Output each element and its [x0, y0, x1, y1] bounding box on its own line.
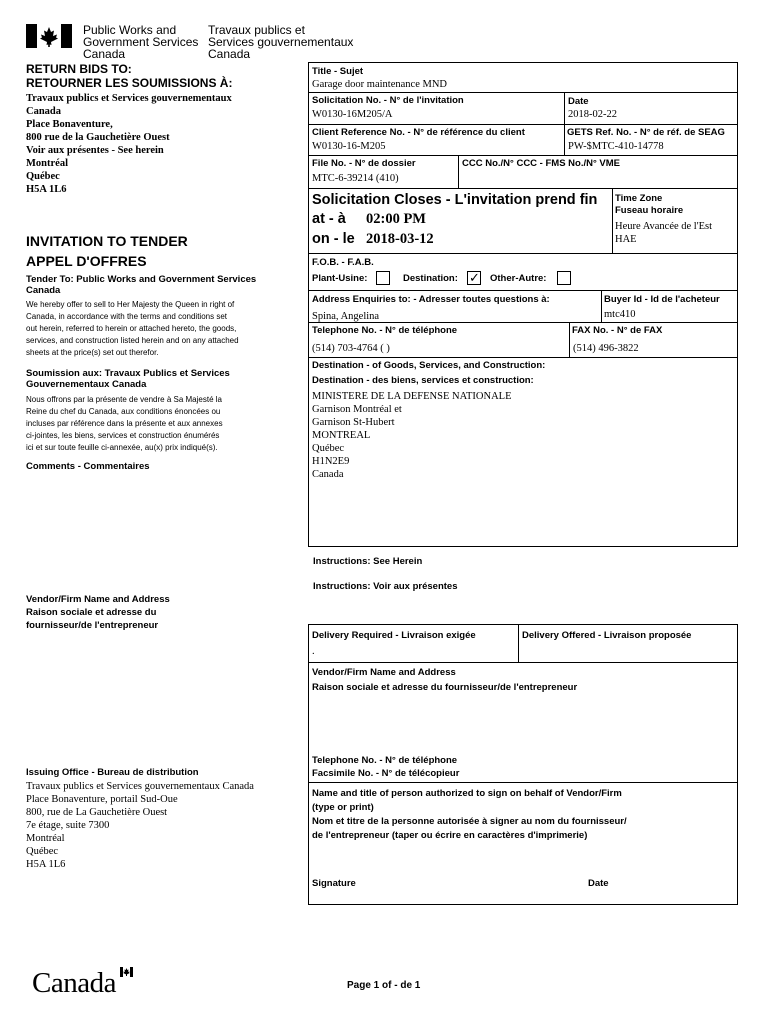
- row-divider: [308, 322, 601, 323]
- issuing-office-line: 800, rue de La Gauchetière Ouest: [26, 807, 168, 818]
- plant-usine-checkbox[interactable]: [376, 271, 390, 285]
- address-line: Québec: [26, 171, 60, 182]
- address-line: Canada: [26, 106, 62, 117]
- vendor-firm-field[interactable]: [309, 695, 737, 751]
- return-bids-title: [26, 62, 232, 90]
- address-line: Montréal: [26, 158, 68, 169]
- destination-checkbox[interactable]: [467, 271, 481, 285]
- instructions-fr: Instructions: Voir aux présentes: [313, 581, 458, 592]
- paragraph-line: Nous offrons par la présente de vendre à Sa Majesté la: [26, 395, 222, 404]
- at-label: at - à: [312, 211, 346, 227]
- address-enquiries-value: Spina, Angelina: [312, 311, 380, 322]
- solicitation-number-value: W0130-16M205/A: [312, 109, 393, 120]
- wordmark-flag-icon: [120, 967, 133, 977]
- destination-label: Destination:: [403, 273, 458, 284]
- tender-to: [26, 274, 256, 296]
- paragraph-line: out herein, referred to herein or attached hereto, the goods,: [26, 324, 237, 333]
- address-line: Place Bonaventure,: [26, 119, 113, 130]
- issuing-office-line: Place Bonaventure, portail Sud-Oue: [26, 794, 178, 805]
- issuing-office-line: Travaux publics et Services gouvernementaux Canada: [26, 781, 254, 792]
- comments-label: Comments - Commentaires: [26, 461, 150, 472]
- solicitation-closes-label: Solicitation Closes - L'invitation prend fin: [312, 192, 598, 208]
- delivery-offered-label: Delivery Offered - Livraison proposée: [522, 630, 692, 641]
- other-autre-checkbox[interactable]: [557, 271, 571, 285]
- destination-address-line: MONTREAL: [312, 430, 371, 441]
- issuing-office-address: [26, 780, 306, 871]
- client-reference-label: Client Reference No. - N° de référence du client: [312, 127, 525, 138]
- paragraph-line: sheets at the price(s) set out therefor.: [26, 348, 159, 357]
- issuing-office-line: 7e étage, suite 7300: [26, 820, 110, 831]
- offer-paragraph-en: [26, 299, 296, 359]
- column-divider: [458, 155, 459, 188]
- org-name-en-line: Public Works and: [83, 23, 177, 37]
- issuing-office-label: Issuing Office - Bureau de distribution: [26, 767, 199, 778]
- row-divider: [308, 662, 738, 663]
- authorized-person-line: (type or print): [312, 802, 374, 813]
- row-divider: [308, 188, 738, 189]
- issuing-office-line: H5A 1L6: [26, 859, 66, 870]
- delivery-offered-field[interactable]: [519, 640, 737, 661]
- paragraph-line: Canada, in accordance with the terms and conditions set: [26, 312, 228, 321]
- buyer-id-value: mtc410: [604, 309, 636, 320]
- paragraph-line: incluses par référence dans la présente et aux annexes: [26, 419, 223, 428]
- signature-label: Signature: [312, 878, 356, 889]
- vendor-label-line: Vendor/Firm Name and Address: [26, 594, 170, 605]
- paragraph-line: services, and construction listed herein and on any attached: [26, 336, 239, 345]
- org-name-fr-line: Travaux publics et: [208, 23, 305, 37]
- date-value: 2018-02-22: [568, 109, 617, 120]
- row-divider: [308, 92, 738, 93]
- solicitation-number-label: Solicitation No. - N° de l'invitation: [312, 95, 464, 106]
- issuing-office-line: Montréal: [26, 833, 65, 844]
- row-divider: [308, 782, 738, 783]
- org-name-fr: [208, 24, 353, 60]
- paragraph-line: Reine du chef du Canada, aux conditions énoncées ou: [26, 407, 221, 416]
- client-reference-value: W0130-16-M205: [312, 141, 386, 152]
- delivery-required-value[interactable]: .: [312, 646, 315, 657]
- telephone-value: (514) 703-4764 ( ): [312, 343, 390, 354]
- row-divider: [308, 155, 738, 156]
- authorized-person-label: [312, 787, 627, 843]
- offer-paragraph-fr: [26, 394, 296, 454]
- org-name-en-line: Government Services: [83, 35, 199, 49]
- column-divider: [564, 92, 565, 155]
- row-divider: [308, 290, 738, 291]
- soumission-aux: [26, 368, 230, 390]
- soumission-line: Gouvernementaux Canada: [26, 379, 147, 390]
- destination-goods-label: Destination - of Goods, Services, and Construction:: [312, 360, 546, 371]
- return-bids-title-line: RETOURNER LES SOUMISSIONS À:: [26, 76, 233, 90]
- ccc-number-label: CCC No./N° CCC - FMS No./N° VME: [462, 158, 621, 169]
- vendor-label-line: Raison sociale et adresse du: [26, 607, 157, 618]
- address-line: Voir aux présentes - See herein: [26, 145, 164, 156]
- date-label: Date: [568, 96, 589, 107]
- closing-time-value: 02:00 PM: [366, 211, 426, 227]
- address-line: H5A 1L6: [26, 184, 67, 195]
- other-autre-label: Other-Autre:: [490, 273, 547, 284]
- tender-to-line: Tender To: Public Works and Government Services: [26, 274, 257, 285]
- return-bids-title-line: RETURN BIDS TO:: [26, 62, 132, 76]
- canada-wordmark: Canada: [32, 967, 116, 999]
- org-name-en: [83, 24, 198, 60]
- time-zone-value-line: HAE: [615, 234, 637, 245]
- gets-ref-value: PW-$MTC-410-14778: [568, 141, 664, 152]
- vendor-label-line: fournisseur/de l'entrepreneur: [26, 620, 159, 631]
- time-zone-label-line: Time Zone: [615, 193, 663, 204]
- column-divider: [612, 188, 613, 253]
- paragraph-line: We hereby offer to sell to Her Majesty the Queen in right of: [26, 300, 235, 309]
- paragraph-line: ici et sur toute feuille ci-annexée, au(x) prix indiqué(s).: [26, 443, 218, 452]
- destination-address-line: MINISTERE DE LA DEFENSE NATIONALE: [312, 391, 512, 402]
- on-label: on - le: [312, 231, 355, 247]
- destination-biens-label: Destination - des biens, services et construction:: [312, 375, 534, 386]
- time-zone-label: [615, 193, 683, 216]
- authorized-person-line: Nom et titre de la personne autorisée à signer au nom du fournisseur/: [312, 816, 627, 827]
- signature-date-label: Date: [588, 878, 609, 889]
- invitation-title: [26, 231, 188, 271]
- page-number: Page 1 of - de 1: [347, 980, 421, 991]
- time-zone-value: [615, 220, 712, 246]
- authorized-person-line: Name and title of person authorized to sign on behalf of Vendor/Firm: [312, 788, 622, 799]
- plant-usine-label: Plant-Usine:: [312, 273, 368, 284]
- fax-value: (514) 496-3822: [573, 343, 639, 354]
- fax-label: FAX No. - N° de FAX: [572, 325, 663, 336]
- vendor-firm-label-fr: Raison sociale et adresse du fournisseur/de l'entrepreneur: [312, 682, 578, 693]
- vendor-firm-label: Vendor/Firm Name and Address: [312, 667, 456, 678]
- row-divider: [308, 357, 738, 358]
- invitation-title-line: INVITATION TO TENDER: [26, 233, 188, 249]
- issuing-office-line: Québec: [26, 846, 59, 857]
- org-name-fr-line: Canada: [208, 47, 251, 61]
- destination-address: [312, 390, 512, 481]
- org-name-en-line: Canada: [83, 47, 126, 61]
- destination-address-line: Québec: [312, 443, 345, 454]
- gets-ref-label: GETS Ref. No. - N° de réf. de SEAG: [567, 127, 725, 138]
- buyer-id-label: Buyer Id - Id de l'acheteur: [604, 294, 720, 305]
- instructions-en: Instructions: See Herein: [313, 556, 423, 567]
- row-divider: [308, 124, 738, 125]
- destination-address-line: Garnison St-Hubert: [312, 417, 395, 428]
- title-value: Garage door maintenance MND: [312, 79, 447, 90]
- checkmark-icon: ✓: [469, 270, 480, 285]
- vendor-firm-label-left: [26, 593, 170, 632]
- org-name-fr-line: Services gouvernementaux: [208, 35, 354, 49]
- destination-address-line: H1N2E9: [312, 456, 350, 467]
- file-number-value: MTC-6-39214 (410): [312, 173, 399, 184]
- authorized-person-line: de l'entrepreneur (taper ou écrire en caractères d'imprimerie): [312, 830, 588, 841]
- canada-flag-icon: [26, 24, 72, 48]
- telephone-label: Telephone No. - N° de téléphone: [312, 325, 458, 336]
- authorized-person-field[interactable]: [309, 845, 737, 873]
- row-divider: [601, 322, 738, 323]
- delivery-required-label: Delivery Required - Livraison exigée: [312, 630, 476, 641]
- soumission-line: Soumission aux: Travaux Publics et Services: [26, 368, 230, 379]
- return-bids-address: [26, 92, 296, 196]
- invitation-title-line: APPEL D'OFFRES: [26, 253, 147, 269]
- destination-address-line: Garnison Montréal et: [312, 404, 402, 415]
- time-zone-label-line: Fuseau horaire: [615, 205, 684, 216]
- title-label: Title - Sujet: [312, 66, 364, 77]
- vendor-facsimile-label: Facsimile No. - N° de télécopieur: [312, 768, 460, 779]
- address-line: Travaux publics et Services gouvernementaux: [26, 93, 232, 104]
- paragraph-line: ci-jointes, les biens, services et construction énumérés: [26, 431, 220, 440]
- column-divider: [601, 290, 602, 322]
- fob-label: F.O.B. - F.A.B.: [312, 257, 374, 268]
- row-divider: [308, 253, 738, 254]
- address-enquiries-label: Address Enquiries to: - Adresser toutes questions à:: [312, 294, 550, 305]
- closing-date-value: 2018-03-12: [366, 231, 434, 247]
- tender-to-line: Canada: [26, 285, 61, 296]
- destination-address-line: Canada: [312, 469, 344, 480]
- vendor-telephone-label: Telephone No. - N° de téléphone: [312, 755, 458, 766]
- time-zone-value-line: Heure Avancée de l'Est: [615, 221, 713, 232]
- address-line: 800 rue de la Gauchetière Ouest: [26, 132, 170, 143]
- column-divider: [569, 322, 570, 357]
- file-number-label: File No. - N° de dossier: [312, 158, 416, 169]
